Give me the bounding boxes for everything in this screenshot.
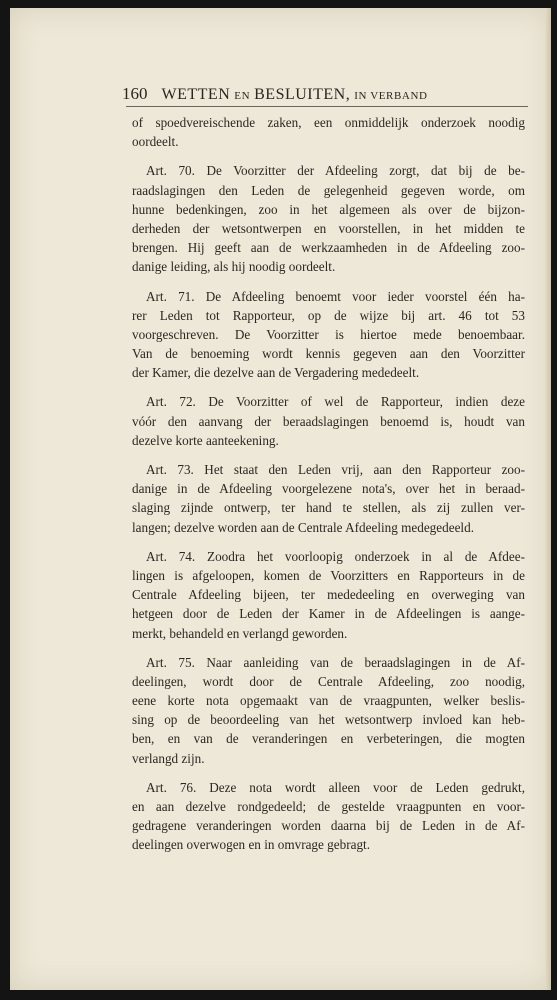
text-line: Art. 71. De Afdeeling benoemt voor ieder voorstel één ha- <box>146 288 525 304</box>
text-line: Art. 76. Deze nota wordt alleen voor de Leden gedrukt, <box>146 779 525 795</box>
text-line: rer Leden tot Rapporteur, op de wijze bij art. 46 tot 53 <box>132 307 525 323</box>
text-line: raadslagingen den Leden de gelegenheid gegeven worde, om <box>132 182 525 198</box>
text-line: gedragene veranderingen worden daarna bij de Leden in de Af- <box>132 818 525 834</box>
text-line: sing op de beoordeeling van het wetsontwerp invloed kan heb- <box>132 712 525 728</box>
article-74 <box>132 547 525 643</box>
text-line: merkt, behandeld en verlangd geworden. <box>132 625 348 641</box>
header-rule <box>126 106 528 107</box>
text-line: Art. 70. De Voorzitter der Afdeeling zorgt, dat bij de be- <box>146 163 525 179</box>
text-line: Art. 75. Naar aanleiding van de beraadslagingen in de Af- <box>146 654 525 670</box>
header-title-en: EN <box>234 90 251 102</box>
text-line: verlangd zijn. <box>132 750 205 766</box>
article-71 <box>132 287 525 383</box>
text-line: Centrale Afdeeling bijeen, ter mededeeling en overweging van <box>132 587 525 603</box>
text-line: of spoedvereischende zaken, een onmiddelijk onderzoek noodig <box>132 115 525 130</box>
text-line: ben, en van de veranderingen en verbeteringen, die mogten <box>132 731 525 747</box>
text-line: danige leiding, als hij noodig oordeelt. <box>132 259 336 275</box>
article-72 <box>132 392 525 450</box>
text-line: Art. 72. De Voorzitter of wel de Rapporteur, indien deze <box>146 394 525 410</box>
page-edge <box>545 8 551 990</box>
article-75 <box>132 653 525 768</box>
text-line: oordeelt. <box>132 134 179 150</box>
article-76 <box>132 778 525 855</box>
text-line: Van de benoeming wordt kennis gegeven aan den Voorzitter <box>132 346 525 362</box>
text-line: brengen. Hij geeft aan de werkzaamheden in de Afdeeling zoo- <box>132 240 525 256</box>
article-70 <box>132 161 525 276</box>
text-line: slaging zijnde ontwerp, ter hand te stellen, als zij zullen ver- <box>132 500 525 516</box>
running-header <box>122 84 502 104</box>
page-number: 160 <box>122 84 148 103</box>
text-line: deelingen, wordt door de Centrale Afdeeling, zoo noodig, <box>132 673 525 689</box>
text-line: dezelve korte aanteekening. <box>132 432 279 448</box>
header-title-besluiten: BESLUITEN, <box>254 86 351 103</box>
text-line: langen; dezelve worden aan de Centrale Afdeeling medegedeeld. <box>132 519 474 535</box>
paragraph-continuation <box>132 113 525 151</box>
text-line: hetgeen door de Leden der Kamer in de Afdeelingen is aange- <box>132 606 525 622</box>
text-line: eene korte nota opgemaakt van de vraagpunten, welker beslis- <box>132 693 525 709</box>
text-line: en aan dezelve rondgedeeld; de gestelde vraagpunten en voor- <box>132 799 525 814</box>
text-line: der Kamer, die dezelve aan de Vergadering mededeelt. <box>132 365 420 381</box>
text-line: deelingen overwogen en in omvrage gebragt. <box>132 837 371 853</box>
header-title-wetten: WETTEN <box>161 86 231 103</box>
article-73 <box>132 460 525 537</box>
text-line: danige in de Afdeeling voorgelezene nota's, over het in beraad- <box>132 481 525 497</box>
text-line: lingen is afgeloopen, komen de Voorzitters en Rapporteurs in de <box>132 567 525 583</box>
text-line: hunne bedenkingen, zoo in het algemeen als over de bijzon- <box>132 201 525 217</box>
header-title-in-verband: IN VERBAND <box>354 90 428 102</box>
page-body <box>132 113 525 855</box>
text-line: Art. 73. Het staat den Leden vrij, aan den Rapporteur zoo- <box>146 462 525 477</box>
text-line: derheden der wetsontwerpen en voorstellen, in het midden te <box>132 220 525 236</box>
text-line: voorgeschreven. De Voorzitter is hiertoe mede benoembaar. <box>132 326 525 342</box>
text-line: vóór den aanvang der beraadslagingen benoemd is, houdt van <box>132 413 525 429</box>
text-line: Art. 74. Zoodra het voorloopig onderzoek in al de Afdee- <box>146 548 525 564</box>
